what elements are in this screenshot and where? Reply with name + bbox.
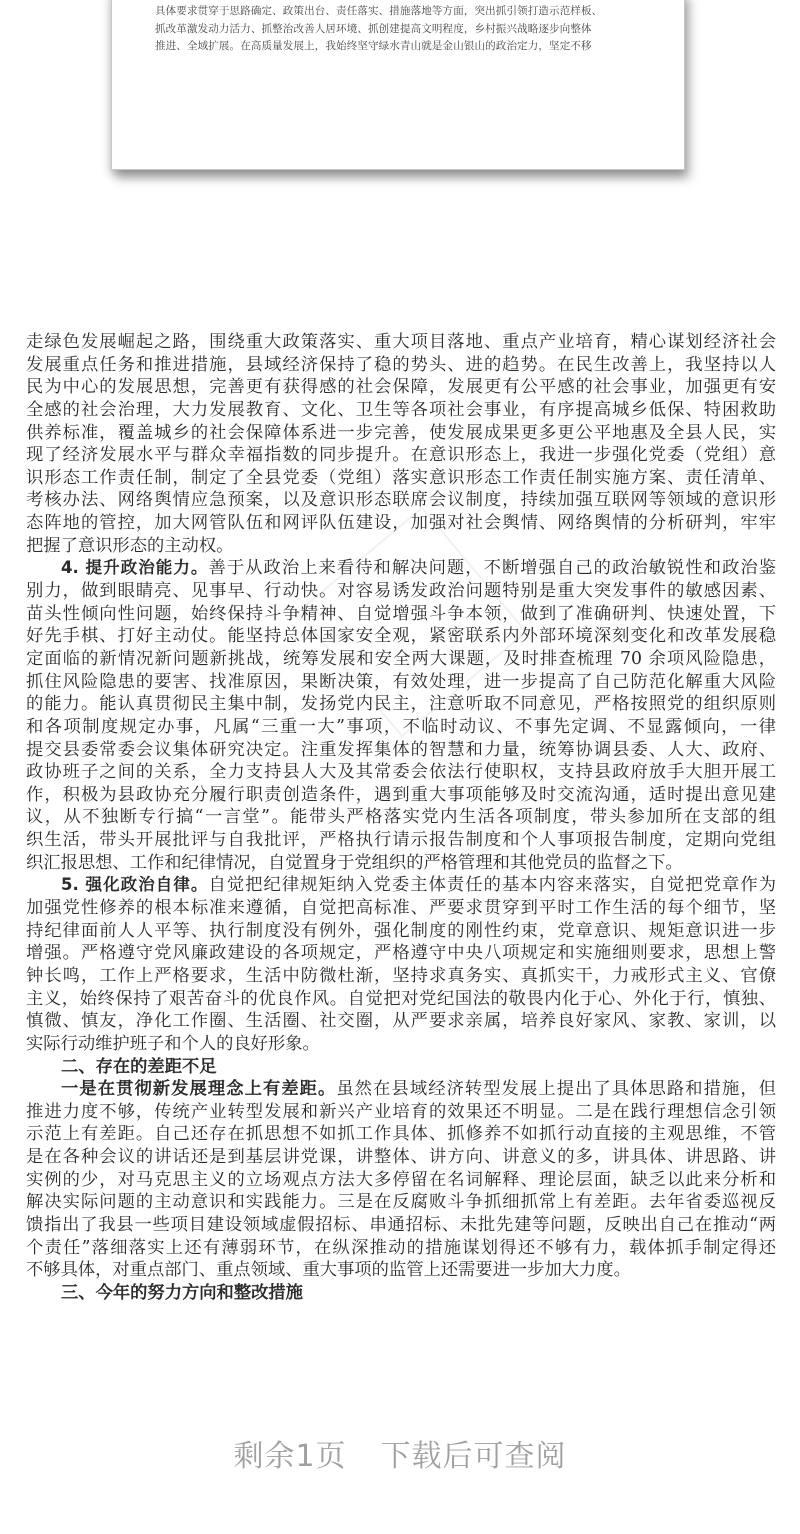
text-line: 主义，始终保持了艰苦奋斗的优良作风。自觉把对党纪国法的敬畏内化于心、外化于行，慎独、: [26, 988, 776, 1009]
para5-first-line: 5. 强化政治自律。自觉把纪律规矩纳入党委主体责任的基本内容来落实，自觉把党章作为: [61, 875, 776, 896]
text-line: 持纪律面前人人平等、执行制度没有例外，强化制度的刚性约束，党章意识、规矩意识进一步: [26, 920, 776, 941]
text-line: 发展重点任务和推进措施，县域经济保持了稳的势头、进的趋势。在民生改善上，我坚持以人: [26, 354, 776, 375]
para4-first-line: 4. 提升政治能力。善于从政治上来看待和解决问题，不断增强自己的政治敏锐性和政治鉴: [61, 558, 776, 579]
text-line: 解决实际问题的主动意识和实践能力。三是在反腐败斗争抓细抓常上有差距。去年省委巡视反: [26, 1192, 776, 1213]
text-line: 的能力。能认真贯彻民主集中制，发扬党内民主，注意听取不同意见，严格按照党的组织原则: [26, 694, 776, 715]
preview-line: 抓改革激发动力活力、抓整治改善人居环境、抓创建提高文明程度，乡村振兴战略逐步向整体: [155, 22, 592, 35]
text-line: 把握了意识形态的主动权。: [26, 535, 234, 556]
text-line: 全感的社会治理，大力发展教育、文化、卫生等各项社会事业，有序提高城乡低保、特困救助: [26, 399, 776, 420]
section-heading-3: 三、今年的努力方向和整改措施: [61, 1282, 303, 1303]
text-line: 政协班子之间的关系，全力支持县人大及其常委会依法行使职权，支持县政府放手大胆开展工: [26, 762, 776, 783]
text-line: 态阵地的管控，加大网管队伍和网评队伍建设，加强对社会舆情、网络舆情的分析研判，牢牢: [26, 513, 776, 534]
text-line: 示范上有差距。自己还存在抓思想不如抓工作具体、抓修养不如抓行动直接的主观思维，不管: [26, 1124, 776, 1145]
text-line: 织生活，带头开展批评与自我批评，严格执行请示报告制度和个人事项报告制度，定期向党组: [26, 830, 776, 851]
text-line: 是在各种会议的讲话还是到基层讲党课，讲整体、讲方向、讲意义的多，讲具体、讲思路、讲: [26, 1147, 776, 1168]
paragraph-5: [26, 897, 776, 1055]
paragraph-1: [26, 331, 776, 557]
text-line: 慎微、慎友，净化工作圈、生活圈、社交圈，从严要求亲属，培养良好家风、家教、家训，以: [26, 1011, 776, 1032]
section-heading-2: 二、存在的差距不足: [61, 1056, 217, 1077]
text-line: 馈指出了我县一些项目建设领域虚假招标、串通招标、未批先建等问题，反映出自己在推动“两: [26, 1214, 776, 1235]
text-line: 现了经济发展水平与群众幸福指数的同步提升。在意识形态上，我进一步强化党委（党组）意: [26, 445, 776, 466]
remaining-pages-count: 剩余1页: [233, 1439, 347, 1474]
text-line: 加强党性修养的根本标准来遵循，自觉把高标准、严要求贯穿到平时工作生活的每个细节，坚: [26, 898, 776, 919]
text-line: 个责任”落细落实上还有薄弱环节，在纵深推动的措施谋划得还不够有力，载体抓手制定得还: [26, 1237, 776, 1258]
text-line: 民为中心的发展思想，完善更有获得感的社会保障，发展更有公平感的社会事业，加强更有安: [26, 377, 776, 398]
document-body: [26, 331, 776, 1305]
text-line: 实例的少，对马克思主义的立场观点方法大多停留在名词解释、理论层面，缺乏以此来分析和: [26, 1169, 776, 1190]
text-line: 走绿色发展崛起之路，围绕重大政策落实、重大项目落地、重点产业培育，精心谋划经济社会: [26, 332, 776, 352]
text-line: 推进力度不够，传统产业转型发展和新兴产业培育的效果还不明显。二是在践行理想信念引领: [26, 1101, 776, 1122]
text-line: 增强。严格遵守党风廉政建设的各项规定，严格遵守中央八项规定和实施细则要求，思想上警: [26, 943, 776, 964]
text-line: 提交县委常委会议集体研究决定。注重发挥集体的智慧和力量，统筹协调县委、人大、政府、: [26, 739, 776, 760]
para4-title: 4. 提升政治能力。: [61, 558, 209, 578]
text-line: 定面临的新情况新问题新挑战，统筹发展和安全两大课题，及时排查梳理 70 余项风险隐患，: [26, 648, 776, 669]
text-line: 好先手棋、打好主动仗。能坚持总体国家安全观，紧密联系内外部环境深刻变化和改革发展稳: [26, 626, 776, 647]
text-line: 苗头性倾向性问题，始终保持斗争精神、自觉增强斗争本领，做到了准确研判、快速处置，下: [26, 603, 776, 624]
preview-page-card: [111, 0, 685, 170]
paragraph-gaps: [26, 1101, 776, 1282]
text-line: 不够具体，对重点部门、重点领域、重大事项的监管上还需要进一步加大力度。: [26, 1260, 631, 1281]
text-line: 钟长鸣，工作上严格要求，生活中防微杜渐，坚持求真务实、真抓实干，力戒形式主义、官僚: [26, 965, 776, 986]
gap1-first-line: 一是在贯彻新发展理念上有差距。虽然在县域经济转型发展上提出了具体思路和措施，但: [61, 1079, 776, 1100]
text-line: 实际行动维护班子和个人的良好形象。: [26, 1033, 320, 1054]
preview-line: 具体要求贯穿于思路确定、政策出台、责任落实、措施落地等方面，突出抓引领打造示范样板、: [155, 5, 603, 17]
paragraph-4: [26, 580, 776, 874]
text-line: 和各项制度规定办事，凡属“三重一大”事项，不临时动议、不事先定调、不显露倾向，一律: [26, 716, 776, 737]
text-line: 抓住风险隐患的要害、找准原因，果断决策，有效处理，进一步提高了自己防范化解重大风险: [26, 671, 776, 692]
text-line: 供养标准，覆盖城乡的社会保障体系进一步完善，使发展成果更多更公平地惠及全县人民，实: [26, 422, 776, 443]
text-line: 别力，做到眼睛亮、见事早、行动快。对容易诱发政治问题特别是重大突发事件的敏感因素、: [26, 581, 776, 602]
text-line: 考核办法、网络舆情应急预案，以及意识形态联席会议制度，持续加强互联网等领域的意识形: [26, 490, 776, 511]
download-to-view-link[interactable]: 下载后可查阅: [380, 1439, 567, 1474]
remaining-pages-banner[interactable]: [0, 1431, 800, 1475]
preview-text: [155, 3, 645, 56]
text-line: 织汇报思想、工作和纪律情况，自觉置身于党组织的严格管理和其他党员的监督之下。: [26, 852, 683, 873]
text-line: 议，从不独断专行搞“一言堂”。能带头严格落实党内生活各项制度，带头参加所在支部的组: [26, 807, 776, 828]
preview-line: 推进、全域扩展。在高质量发展上，我始终坚守绿水青山就是金山银山的政治定力，坚定不移: [155, 40, 592, 52]
para5-title: 5. 强化政治自律。: [61, 875, 209, 895]
text-line: 识形态工作责任制，制定了全县党委（党组）落实意识形态工作责任制实施方案、责任清单、: [26, 467, 776, 488]
text-line: 作，积极为县政协充分履行职责创造条件，遇到重大事项能够及时交流沟通，适时提出意见建: [26, 784, 776, 805]
gap1-title: 一是在贯彻新发展理念上有差距。: [61, 1079, 337, 1100]
